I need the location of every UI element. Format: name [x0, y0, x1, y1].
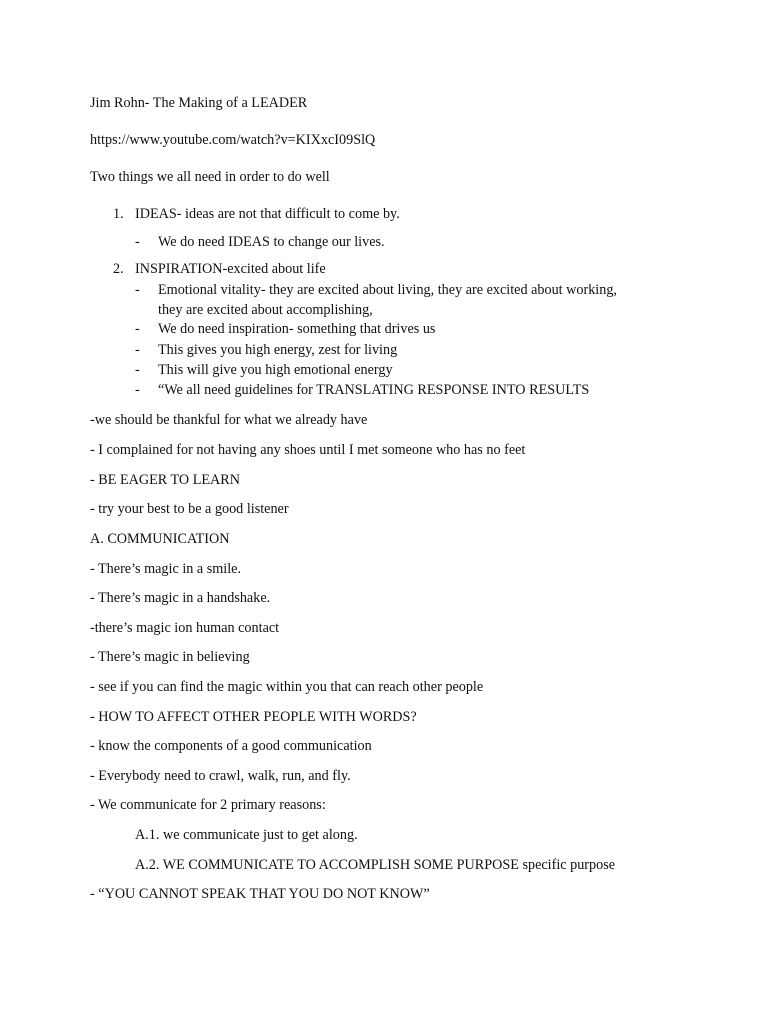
paragraph: - We communicate for 2 primary reasons:	[90, 797, 326, 813]
paragraph: - There’s magic in believing	[90, 649, 250, 665]
sub-item-inspiration-1: Emotional vitality- they are excited about living, they are excited about working,	[158, 282, 617, 298]
bullet-dash: -	[135, 282, 140, 298]
bullet-dash: -	[135, 342, 140, 358]
document-title: Jim Rohn- The Making of a LEADER	[90, 95, 308, 111]
paragraph: - There’s magic in a handshake.	[90, 590, 271, 606]
paragraph: - see if you can find the magic within you that can reach other people	[90, 679, 484, 695]
list-number-2: 2.	[113, 261, 124, 277]
paragraph: - BE EAGER TO LEARN	[90, 472, 241, 488]
paragraph: -there’s magic ion human contact	[90, 620, 280, 636]
paragraph: - try your best to be a good listener	[90, 501, 289, 517]
bullet-dash: -	[135, 321, 140, 337]
indented-paragraph: A.1. we communicate just to get along.	[135, 827, 358, 843]
section-heading: A. COMMUNICATION	[90, 531, 230, 547]
paragraph: - know the components of a good communication	[90, 738, 372, 754]
paragraph: - HOW TO AFFECT OTHER PEOPLE WITH WORDS?	[90, 709, 417, 725]
bullet-dash: -	[135, 234, 140, 250]
list-item-inspiration: INSPIRATION-excited about life	[135, 261, 326, 277]
sub-item-ideas-1: We do need IDEAS to change our lives.	[158, 234, 385, 250]
bullet-dash: -	[135, 382, 140, 398]
list-item-ideas: IDEAS- ideas are not that difficult to come by.	[135, 206, 400, 222]
paragraph: -we should be thankful for what we already have	[90, 412, 368, 428]
bullet-dash: -	[135, 362, 140, 378]
paragraph: - “YOU CANNOT SPEAK THAT YOU DO NOT KNOW”	[90, 886, 430, 902]
sub-item-inspiration-5: “We all need guidelines for TRANSLATING RESPONSE INTO RESULTS	[158, 382, 590, 398]
video-url: https://www.youtube.com/watch?v=KIXxcI09SlQ	[90, 132, 376, 148]
intro-text: Two things we all need in order to do well	[90, 169, 330, 185]
indented-paragraph: A.2. WE COMMUNICATE TO ACCOMPLISH SOME PURPOSE specific purpose	[135, 857, 616, 873]
sub-item-inspiration-3: This gives you high energy, zest for living	[158, 342, 398, 358]
sub-item-inspiration-2: We do need inspiration- something that drives us	[158, 321, 436, 337]
list-number-1: 1.	[113, 206, 124, 222]
paragraph: - I complained for not having any shoes until I met someone who has no feet	[90, 442, 526, 458]
sub-item-inspiration-4: This will give you high emotional energy	[158, 362, 393, 378]
paragraph: - There’s magic in a smile.	[90, 561, 242, 577]
paragraph: - Everybody need to crawl, walk, run, and fly.	[90, 768, 351, 784]
sub-item-inspiration-1-cont: they are excited about accomplishing,	[158, 302, 373, 318]
